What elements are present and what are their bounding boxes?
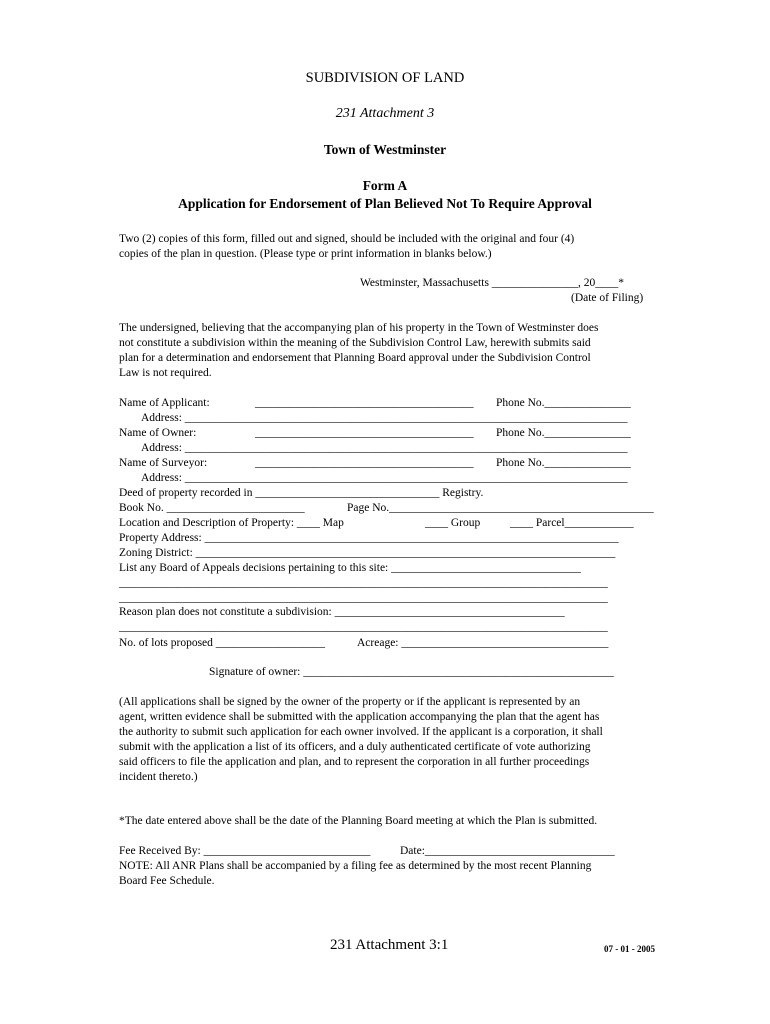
intro-line: copies of the plan in question. (Please type or print information in blanks below.) [119, 248, 492, 260]
owner-label: Name of Owner: [119, 427, 197, 439]
surveyor-name-field[interactable]: ______________________________________ [255, 457, 474, 469]
owner-phone-field[interactable]: Phone No._______________ [496, 427, 631, 439]
note-line: said officers to file the application and plan, and to represent the corporation in all further proceedings [119, 756, 590, 768]
form-title: Application for Endorsement of Plan Believed Not To Require Approval [178, 196, 592, 211]
statement-line: not constitute a subdivision within the meaning of the Subdivision Control Law, herewith submits said [119, 337, 591, 349]
reason-field[interactable]: Reason plan does not constitute a subdivision: ________________________________________ [119, 606, 565, 618]
date-footnote: *The date entered above shall be the date of the Planning Board meeting at which the Plan is submitted. [119, 815, 598, 827]
board-appeals-blank-line[interactable]: _____________________________________________________________________________________ [119, 592, 608, 604]
note-line: the authority to submit such application for each owner involved. If the applicant is a corporation, it shall [119, 726, 603, 738]
filing-date-line: Westminster, Massachusetts _______________, 20____* [360, 277, 625, 289]
statement-line: Law is not required. [119, 367, 212, 379]
fee-date-field[interactable]: Date:_________________________________ [400, 845, 615, 857]
acreage-field[interactable]: Acreage: ____________________________________ [357, 637, 609, 649]
page-number-field[interactable]: Page No.______________________________________________ [347, 502, 654, 514]
surveyor-address-field[interactable]: Address: _____________________________________________________________________________ [141, 472, 628, 484]
form-label: Form A [362, 178, 408, 193]
location-group-field[interactable]: ____ Group [425, 517, 481, 529]
surveyor-label: Name of Surveyor: [119, 457, 208, 469]
fee-received-field[interactable]: Fee Received By: _____________________________ [119, 845, 371, 857]
deed-registry-field[interactable]: Deed of property recorded in ________________________________ Registry. [119, 487, 484, 499]
property-address-field[interactable]: Property Address: ________________________________________________________________________ [119, 532, 619, 544]
note-line: agent, written evidence shall be submitted with the application accompanying the plan that the agent has [119, 711, 600, 723]
document-title: SUBDIVISION OF LAND [305, 70, 465, 86]
intro-line: Two (2) copies of this form, filled out and signed, should be included with the original and four (4) [119, 233, 575, 245]
filing-date-caption: (Date of Filing) [571, 292, 644, 304]
book-number-field[interactable]: Book No. ________________________ [119, 502, 305, 514]
location-map-field[interactable]: Location and Description of Property: ____ Map [119, 517, 344, 529]
owner-address-field[interactable]: Address: _____________________________________________________________________________ [141, 442, 628, 454]
town-name: Town of Westminster [323, 142, 447, 157]
owner-signature-field[interactable]: Signature of owner: ______________________________________________________ [209, 666, 614, 678]
surveyor-phone-field[interactable]: Phone No._______________ [496, 457, 631, 469]
footer-page-label: 231 Attachment 3:1 [330, 937, 449, 953]
footer-date: 07 - 01 - 2005 [604, 944, 655, 954]
statement-line: plan for a determination and endorsement that Planning Board approval under the Subdivision Control [119, 352, 591, 364]
board-appeals-blank-line[interactable]: _____________________________________________________________________________________ [119, 577, 608, 589]
note-line: (All applications shall be signed by the owner of the property or if the applicant is represented by an [119, 696, 581, 708]
applicant-name-field[interactable]: ______________________________________ [255, 397, 474, 409]
board-appeals-field[interactable]: List any Board of Appeals decisions pertaining to this site: _________________________________ [119, 562, 581, 574]
statement-line: The undersigned, believing that the accompanying plan of his property in the Town of Westminster does [119, 322, 599, 334]
fee-note-line: NOTE: All ANR Plans shall be accompanied by a filing fee as determined by the most recent Planning [119, 860, 592, 872]
fee-note-line: Board Fee Schedule. [119, 875, 215, 887]
zoning-district-field[interactable]: Zoning District: _________________________________________________________________________ [119, 547, 616, 559]
location-parcel-field[interactable]: ____ Parcel____________ [510, 517, 634, 529]
note-line: incident thereto.) [119, 771, 198, 783]
owner-name-field[interactable]: ______________________________________ [255, 427, 474, 439]
lots-proposed-field[interactable]: No. of lots proposed ___________________ [119, 637, 326, 649]
applicant-address-field[interactable]: Address: _____________________________________________________________________________ [141, 412, 628, 424]
attachment-label: 231 Attachment 3 [335, 106, 435, 121]
applicant-label: Name of Applicant: [119, 397, 210, 409]
reason-blank-line[interactable]: _____________________________________________________________________________________ [119, 621, 608, 633]
note-line: submit with the application a list of its officers, and a duly authenticated certificate of vote authorizing [119, 741, 591, 753]
applicant-phone-field[interactable]: Phone No._______________ [496, 397, 631, 409]
